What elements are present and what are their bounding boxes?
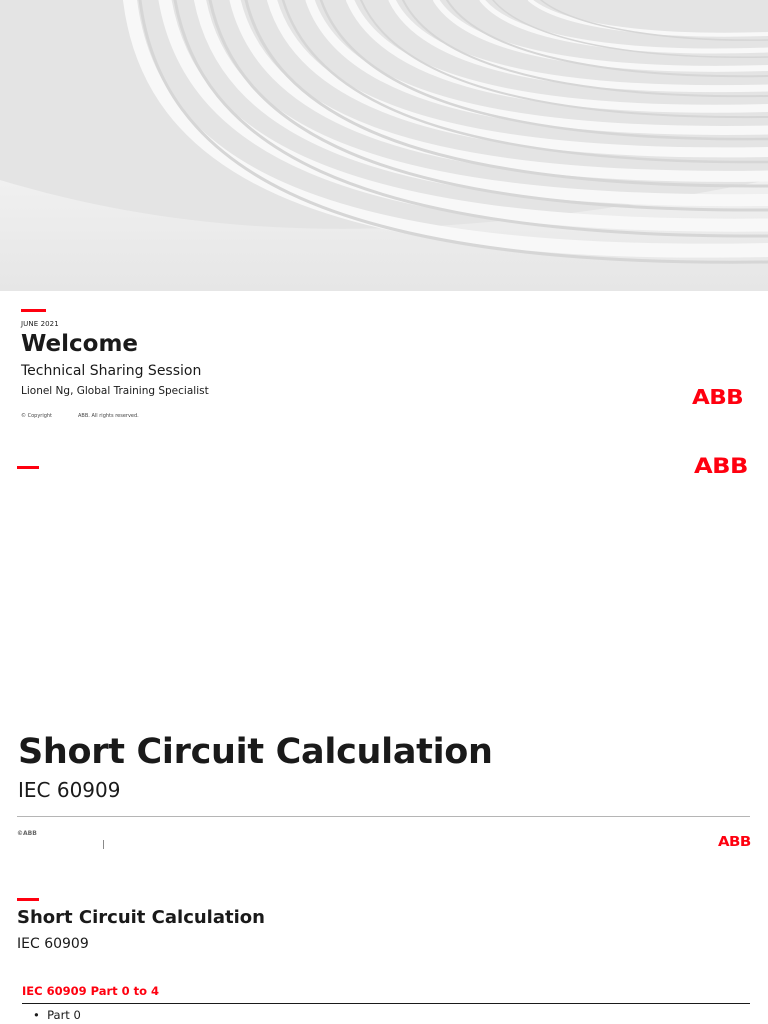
footer-divider: |: [102, 840, 106, 850]
divider-line: [17, 816, 750, 817]
bullet-icon: •: [33, 1008, 48, 1022]
hero-image: [0, 0, 768, 291]
abb-logo: ABB: [694, 454, 748, 478]
slide-date: JUNE 2021: [21, 320, 59, 328]
slide-content-short-circuit: [0, 860, 768, 1024]
slide-welcome: [0, 291, 768, 440]
slide-title: Short Circuit Calculation: [17, 907, 265, 928]
slide-subtitle: Technical Sharing Session: [21, 363, 202, 379]
footer-abb-logo: ABB: [718, 835, 751, 850]
curved-ribs-graphic: [0, 0, 768, 291]
copyright-label: © Copyright: [21, 413, 53, 419]
presenter-name: Lionel Ng, Global Training Specialist: [21, 385, 209, 397]
accent-dash: [17, 466, 39, 469]
accent-dash: [17, 898, 39, 901]
bullet-text: Part 0: [47, 1008, 81, 1022]
copyright-notice: ABB. All rights reserved.: [78, 413, 139, 419]
slide-title-short-circuit: [0, 440, 768, 860]
slide-title: Welcome: [21, 331, 139, 357]
abb-logo: ABB: [692, 385, 744, 409]
footer-copyright: ©ABB: [17, 830, 37, 837]
section-heading: IEC 60909 Part 0 to 4: [22, 984, 160, 998]
slide-subtitle: IEC 60909: [17, 936, 89, 952]
list-item: [33, 1008, 81, 1022]
slide-subtitle: IEC 60909: [18, 778, 121, 802]
divider-line: [22, 1003, 750, 1004]
slide-title: Short Circuit Calculation: [18, 732, 493, 772]
accent-dash: [21, 309, 46, 312]
